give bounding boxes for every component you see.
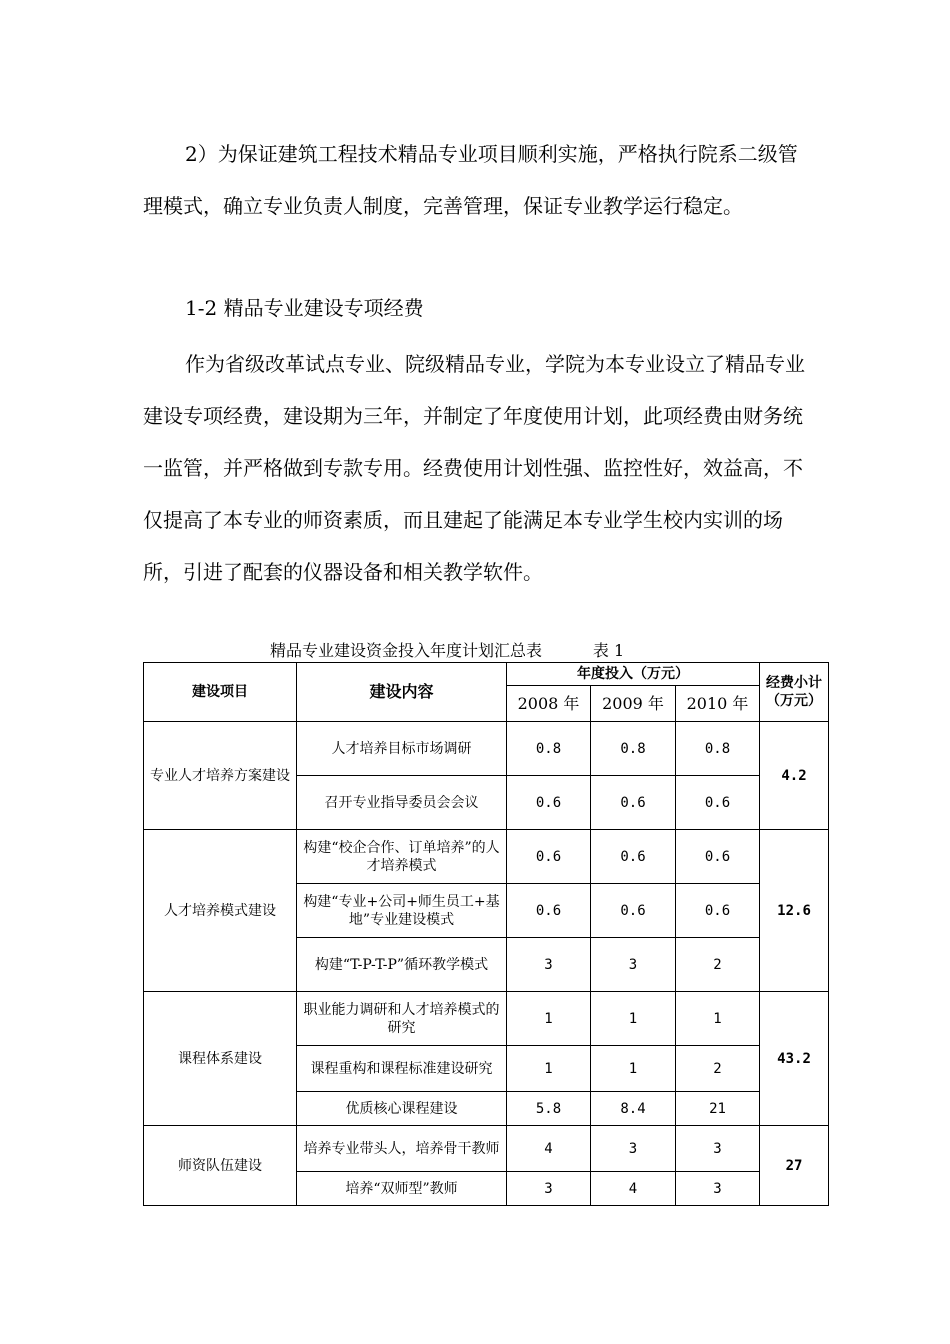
subtotal-cell: 27 [760,1126,829,1206]
project-cell: 专业人才培养方案建设 [144,722,297,830]
value-2010: 0.8 [676,722,760,776]
content-cell: 培养专业带头人，培养骨干教师 [297,1126,507,1172]
value-2009: 0.6 [591,776,676,830]
header-subtotal: 经费小计（万元） [760,663,829,722]
value-2009: 3 [591,1126,676,1172]
content-cell: 召开专业指导委员会会议 [297,776,507,830]
table-row [144,992,829,1046]
header-project: 建设项目 [144,663,297,722]
value-2009: 1 [591,992,676,1046]
value-2008: 5.8 [507,1092,591,1126]
project-cell: 课程体系建设 [144,992,297,1126]
value-2009: 0.6 [591,830,676,884]
value-2009: 3 [591,938,676,992]
header-year-2010: 2010 年 [676,686,760,722]
subtotal-cell: 43.2 [760,992,829,1126]
value-2009: 4 [591,1172,676,1206]
project-cell: 师资队伍建设 [144,1126,297,1206]
value-2009: 0.6 [591,884,676,938]
content-cell: 人才培养目标市场调研 [297,722,507,776]
header-year-2009: 2009 年 [591,686,676,722]
value-2008: 1 [507,1046,591,1092]
content-cell: 优质核心课程建设 [297,1092,507,1126]
value-2009: 1 [591,1046,676,1092]
value-2008: 0.6 [507,830,591,884]
header-annual-investment: 年度投入（万元） [507,663,760,686]
value-2010: 0.6 [676,830,760,884]
paragraph-funding: 作为省级改革试点专业、院级精品专业，学院为本专业设立了精品专业建设专项经费，建设期为三年，并制定了年度使用计划，此项经费由财务统一监管，并严格做到专款专用。经费使用计划性强、监控性好，效益高，不仅提高了本专业的师资素质，而且建起了能满足本专业学生校内实训的场所，引进了配套的仪器设备和相关教学软件。 [143,352,805,584]
value-2008: 0.8 [507,722,591,776]
table-row [144,1126,829,1172]
value-2008: 3 [507,938,591,992]
value-2008: 4 [507,1126,591,1172]
subtotal-cell: 12.6 [760,830,829,992]
funding-plan-table [143,662,829,1206]
value-2010: 3 [676,1126,760,1172]
value-2008: 1 [507,992,591,1046]
value-2009: 0.8 [591,722,676,776]
section-heading: 1-2 精品专业建设专项经费 [185,296,424,320]
content-cell: 职业能力调研和人才培养模式的研究 [297,992,507,1046]
value-2010: 3 [676,1172,760,1206]
value-2009: 8.4 [591,1092,676,1126]
value-2010: 2 [676,1046,760,1092]
value-2008: 3 [507,1172,591,1206]
header-year-2008: 2008 年 [507,686,591,722]
content-cell: 培养“双师型”教师 [297,1172,507,1206]
value-2010: 0.6 [676,776,760,830]
paragraph-management: 2）为保证建筑工程技术精品专业项目顺利实施，严格执行院系二级管理模式，确立专业负责人制度，完善管理，保证专业教学运行稳定。 [143,142,798,218]
value-2008: 0.6 [507,776,591,830]
header-content: 建设内容 [297,663,507,722]
value-2010: 21 [676,1092,760,1126]
content-cell: 构建“校企合作、订单培养”的人才培养模式 [297,830,507,884]
value-2010: 0.6 [676,884,760,938]
content-cell: 构建“专业+公司+师生员工+基地”专业建设模式 [297,884,507,938]
value-2010: 2 [676,938,760,992]
table-row [144,830,829,884]
subtotal-cell: 4.2 [760,722,829,830]
project-cell: 人才培养模式建设 [144,830,297,992]
table-row [144,722,829,776]
value-2010: 1 [676,992,760,1046]
content-cell: 课程重构和课程标准建设研究 [297,1046,507,1092]
table-caption: 精品专业建设资金投入年度计划汇总表 表 1 [270,641,625,660]
value-2008: 0.6 [507,884,591,938]
content-cell: 构建“T-P-T-P”循环教学模式 [297,938,507,992]
